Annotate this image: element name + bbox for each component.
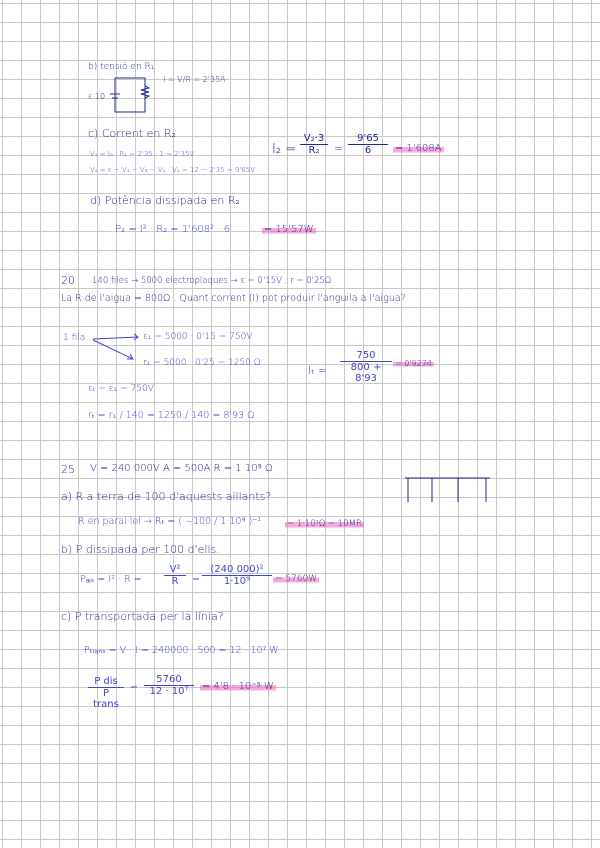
part-b-num2: (240 000)² <box>202 564 272 576</box>
i2-result: = 1'608A <box>395 143 442 154</box>
section-d-title: d) Potència dissipada en R₂ <box>90 194 240 207</box>
section-c-line2: V₂ = ε − V₁ − V₃ − V₁ · V₁ = 12 − 2'35 = 9'65V <box>90 166 255 174</box>
part-c-fraction-2 <box>144 674 194 697</box>
part-a-title: a) R a terra de 100 d'aquests aïllants? <box>61 490 272 503</box>
current-note: I = V/R = 2'35A <box>163 75 226 84</box>
insulator-sketch <box>400 475 495 505</box>
fila-label: 1 fila <box>63 333 86 343</box>
part-b-den1: R <box>171 576 179 587</box>
i2-fraction-1 <box>300 133 328 156</box>
part-c-den: P trans <box>93 688 119 710</box>
i2-fraction-2 <box>348 133 388 156</box>
part-c-den2: 12 · 10⁷ <box>149 686 189 697</box>
part-c-eq: = <box>130 682 138 693</box>
i2-den: R₂ <box>308 145 320 156</box>
i2-label: I₂ = <box>272 142 297 157</box>
part-b-title: b) P dissipada per 100 d'ells. <box>61 543 220 556</box>
r1-line: r₁ = 5000 · 0'25 = 1250 Ω <box>143 358 261 368</box>
it-result: = 0'9274 <box>395 359 432 368</box>
part-a-result: = 1·10⁷Ω = 10MR <box>287 519 362 529</box>
i2-num: V₂·3 <box>300 133 328 145</box>
circuit-diagram <box>105 76 165 116</box>
part-b-fraction-1 <box>164 564 186 587</box>
i2-den2: 6 <box>364 145 372 156</box>
branch-arrows <box>93 334 143 364</box>
it-fraction <box>340 350 392 384</box>
part-b-den2: 1·10⁹ <box>223 576 251 587</box>
problem-25-header: V = 240 000V A = 500A R = 1·10⁹ Ω <box>90 463 273 474</box>
part-b-fraction-2 <box>202 564 272 587</box>
section-d-result: = 15'57W <box>264 224 314 235</box>
i2-eq: = <box>334 142 344 155</box>
part-c-result: = 4'8 · 10⁻⁵ W <box>202 681 274 692</box>
section-c-line1: V₁ = I₀ · R₁ = 2'35 · 1 = 2'35V <box>90 150 195 158</box>
it-den: 800 + 8'93 <box>350 362 382 384</box>
part-c-fraction-1 <box>88 676 124 710</box>
it-label: Iₜ = <box>308 364 328 377</box>
part-b-eq: = <box>192 574 200 585</box>
part-c-title: c) P transportada per la línia? <box>61 610 224 623</box>
part-b-lhs: Pₐᵢₛ = I² · R = <box>80 574 142 585</box>
problem-20-line1: 140 files → 5000 electroplaques → ε = 0'15V ; r = 0'25Ω <box>92 276 332 286</box>
part-a-formula: R en paral·lel → Rₜ = ( −100 / 1·10⁹ )⁻¹ <box>78 516 262 527</box>
et-line: εₜ = ε₁ = 750V <box>88 384 154 394</box>
it-num: 750 <box>340 350 392 362</box>
section-d-formula: P₂ = I² · R₂ = 1'608² · 6 <box>115 224 231 235</box>
problem-20-line2: La R de l'aigua = 800Ω . Quant corrent (I) pot produir l'anguila a l'aigua? <box>61 293 406 304</box>
eps1-line: ε₁ = 5000 · 0'15 = 750V <box>143 332 253 342</box>
part-c-num2: 5760 <box>144 674 194 686</box>
circuit-label: ε 10 <box>88 92 106 101</box>
rt-line: rₜ = r₁ / 140 = 1250 / 140 = 8'93 Ω <box>88 410 255 421</box>
problem-25-number: 25 <box>61 463 75 476</box>
part-c-formula: Pₜᵣₐₙₛ = V · I = 240000 · 500 = 12 · 10⁷ W <box>84 645 279 656</box>
problem-20-number: 20 <box>61 274 75 287</box>
i2-num2: 9'65 <box>348 133 388 145</box>
section-c-title: c) Corrent en R₂ <box>88 127 176 140</box>
part-c-num: P dis <box>88 676 124 688</box>
part-b-result: = 5760W <box>275 574 318 584</box>
section-b-title: b) tensió en R₁ <box>88 62 155 72</box>
part-b-num1: V² <box>164 564 186 576</box>
